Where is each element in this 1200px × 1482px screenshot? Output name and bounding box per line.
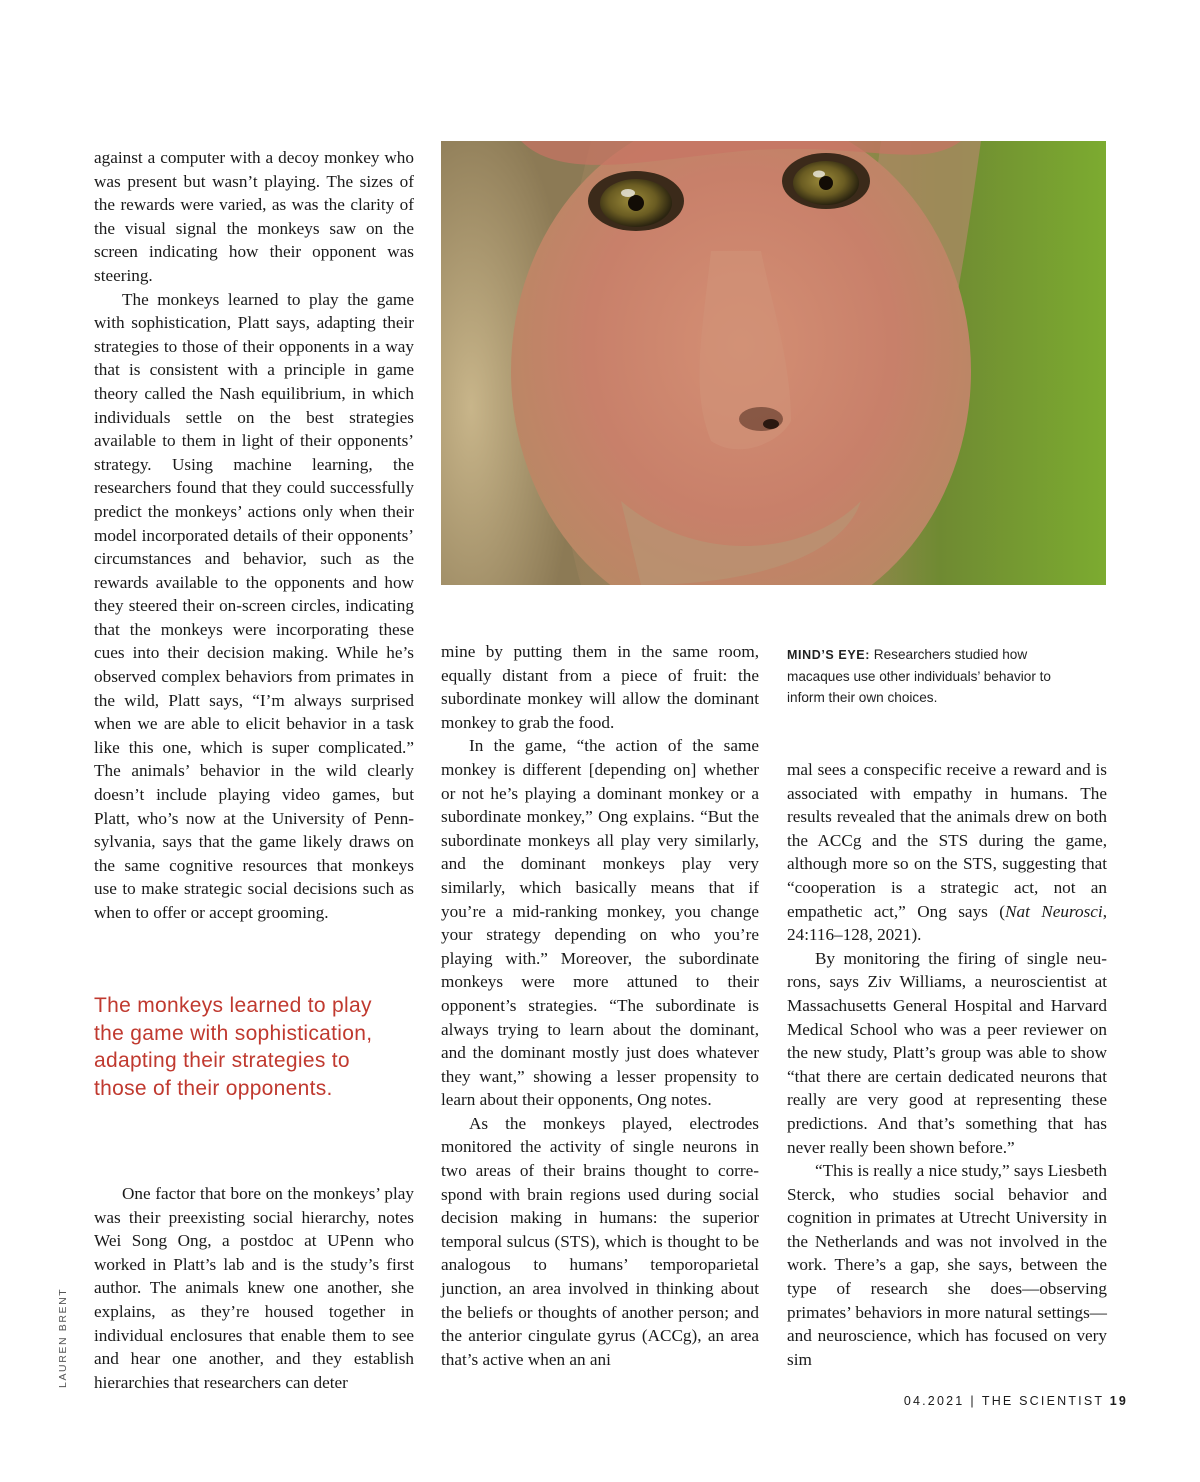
paragraph: One factor that bore on the monkeys’ play was their preexisting social hierarchy, notes Wei Song Ong, a postdoc at UPenn who worked in Platt’s lab and is the study’s first author. The animals knew one another, she explains, as they’re housed together in individual enclosures that enable them to see and hear one another, and they establish hierarchies that researchers can deter — [94, 1184, 414, 1392]
paragraph: “This is really a nice study,” says Liesbeth Sterck, who studies social behavior and cognition in primates at Utrecht University in the Netherlands and was not involved in the work. There’s a gap, she says, between the type of research she does—observing primates’ behaviors in more natural settings—and neuroscience, which has focused on very sim — [787, 1161, 1107, 1369]
paragraph: against a computer with a decoy monkey who was present but wasn’t playing. The sizes of the rewards were varied, as was the clarity of the visual signal the monkeys saw on the screen indicating how their opponent was steering. — [94, 148, 414, 285]
paragraph: As the monkeys played, electrodes monitored the activity of single neurons in two areas of their brains thought to correspond with brain regions used during social decision making in humans: the superior temporal sulcus (STS), which is thought to be analogous to humans’ temporoparietal junction, an area involved in thinking about the beliefs or thoughts of another person; and the anterior cingulate gyrus (ACCg), an area that’s active when an ani — [441, 1113, 759, 1369]
article-column-1-top — [94, 146, 414, 925]
article-column-3 — [787, 758, 1107, 1371]
paragraph: In the game, “the action of the same monkey is different [depending on] whether or not he’s playing a dominant monkey or a subordinate monkey,” Ong explains. “But the subordinate monkeys all play very similarly, and the dominant monkeys play very similarly, which basically means that if you’re a mid-ranking monkey, you change your strategy depending on who you’re playing with.” Moreover, the subordinate monkeys were more attuned to their opponent’s strategies. “The subordinate is always trying to learn about the dominant, and the dominant mostly just does whatever they want,” showing a lesser propensity to learn about their opponents, Ong notes. — [441, 736, 759, 1110]
issue-date: 04.2021 — [903, 1394, 965, 1408]
photo-caption — [787, 644, 1087, 708]
footer-separator: | — [970, 1394, 976, 1408]
article-column-1-bottom — [94, 1182, 414, 1394]
article-column-2 — [441, 640, 759, 1371]
paragraph — [787, 758, 1107, 947]
magazine-name: THE SCIENTIST — [981, 1394, 1104, 1408]
paragraph: The monkeys learned to play the game with sophistication, Platt says, adapting their strategies to those of their opponents in a way that is consistent with a principle in game theory called the Nash equilibrium, in which individuals settle on the best strategies available to them in light of their opponents’ strategy. Using machine learning, the researchers found that they could successfully predict the monkeys’ actions only when their model incorporated details of their opponents’ circumstances and behavior, such as the rewards available to the opponents and how they steered their on-screen circles, indicating that the monkeys were incorporating these cues into their decision making. While he’s observed complex behaviors from primates in the wild, Platt says, “I’m always surprised when we are able to elicit behavior in a task like this one, which is super complicated.” The animals’ behavior in the wild clearly doesn’t include playing video games, but Platt, who’s now at the University of Pennsylvania, says that the game likely draws on the same cognitive resources that monkeys use to make strategic social decisions such as when to offer or accept grooming. — [94, 289, 414, 922]
paragraph: By monitoring the firing of single neurons, says Ziv Williams, a neuroscientist at Massachusetts General Hospital and Harvard Medical School who was a peer reviewer on the new study, Platt’s group was able to show “that there are certain dedicated neurons that really are very good at representing these predictions. And that’s something that has never really been shown before.” — [787, 948, 1107, 1157]
paragraph: mine by putting them in the same room, equally distant from a piece of fruit: the subordinate monkey will allow the dominant monkey to grab the food. — [441, 642, 759, 732]
photo-credit: LAUREN BRENT — [57, 1287, 69, 1388]
pull-quote: The monkeys learned to play the game with sophistication, adapting their strategies to those of their opponents. — [94, 994, 373, 1100]
journal-name: Nat Neurosci — [1005, 901, 1103, 921]
caption-lead: MIND’S EYE: — [787, 648, 870, 662]
paragraph-text: mal sees a conspecific receive a reward and is associated with empathy in humans. The results revealed that the animals drew on both the ACCg and the STS during the game, although more so on the STS, suggesting that “cooperation is a strategic act, not an empathetic act,” Ong says ( — [787, 760, 1107, 921]
caption-text: Researchers studied how macaques use other individuals’ behavior to inform their own choices. — [787, 647, 1051, 705]
macaque-photo — [441, 141, 1106, 585]
page-number: 19 — [1109, 1394, 1128, 1408]
page-footer — [904, 1394, 1128, 1408]
paragraph-text: , 24:116–128, 2021). — [787, 901, 1107, 945]
